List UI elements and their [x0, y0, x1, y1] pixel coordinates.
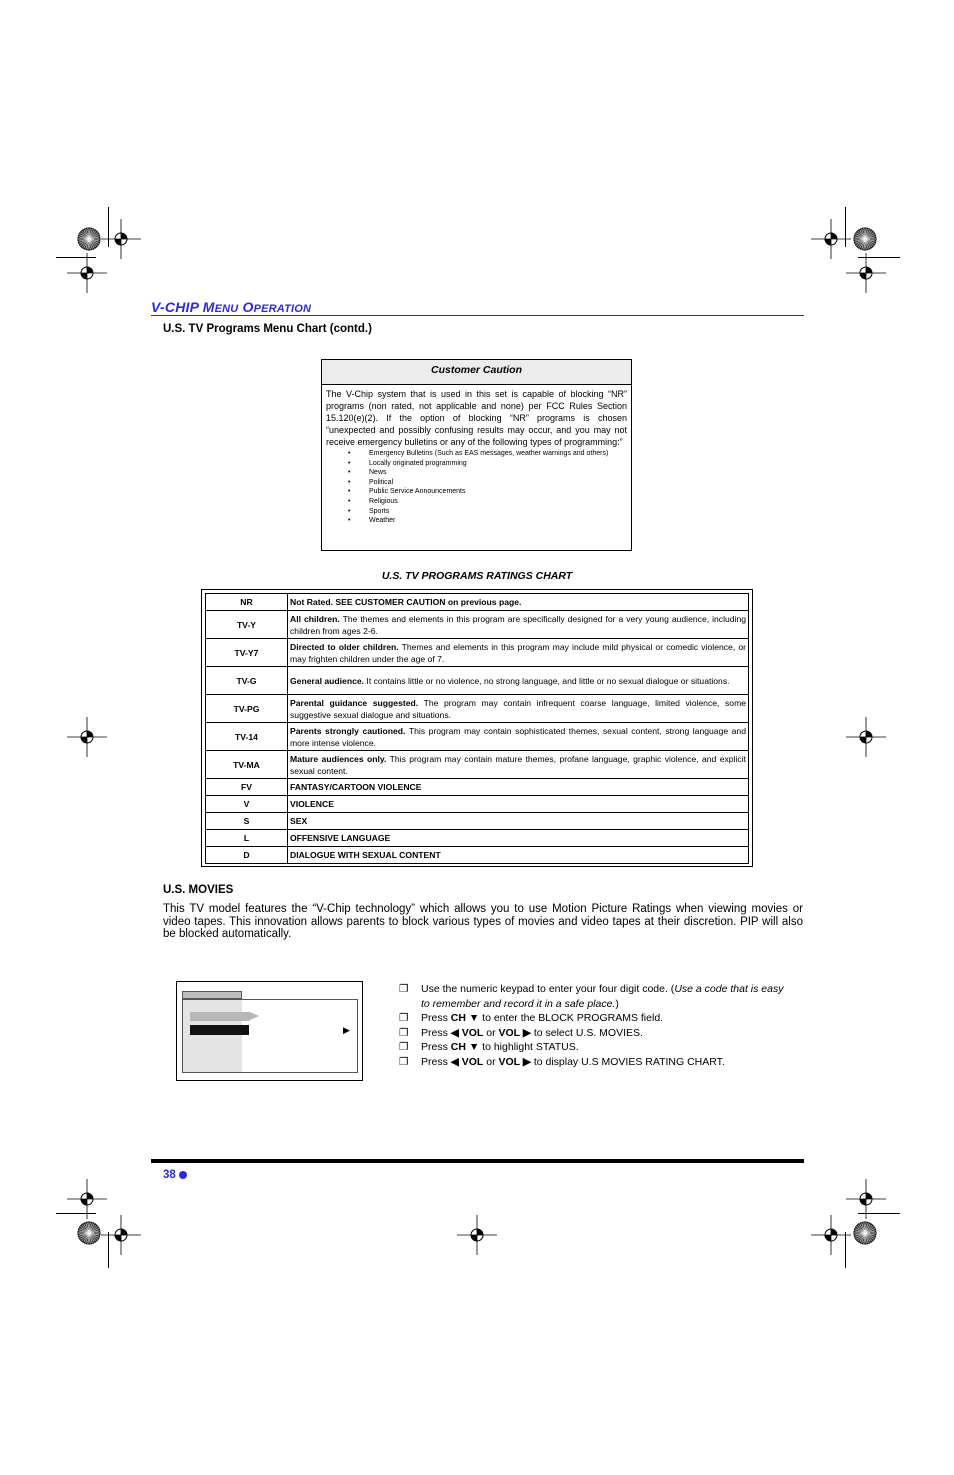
rating-description — [288, 695, 749, 723]
rating-description — [288, 847, 749, 864]
footer-rule — [151, 1159, 804, 1163]
crosshair-target-icon — [846, 253, 886, 293]
rating-row — [206, 779, 749, 796]
crosshair-target-icon — [101, 219, 141, 259]
rating-code: TV-14 — [206, 723, 288, 751]
rating-lead: VIOLENCE — [290, 799, 334, 809]
step-text: Press — [421, 1026, 451, 1039]
caution-item: • Political — [326, 478, 627, 488]
title-part: ENU — [214, 303, 239, 315]
checkbox-bullet-icon: ❐ — [399, 1041, 409, 1053]
rating-code: FV — [206, 779, 288, 796]
title-part: PERATION — [253, 303, 312, 315]
step-text: to enter the BLOCK PROGRAMS field. — [479, 1012, 664, 1024]
rating-description — [288, 611, 749, 639]
rating-description — [288, 723, 749, 751]
rating-text: Themes and elements in this program may include mild physical or comedic violence, or may frighten children under the age of 7. — [290, 641, 746, 664]
page-subheading: U.S. TV Programs Menu Chart (contd.) — [163, 323, 372, 335]
page-number: 38 — [163, 1169, 176, 1181]
rating-row — [206, 695, 749, 723]
checkbox-bullet-icon: ❐ — [399, 1055, 409, 1068]
rating-row — [206, 667, 749, 695]
starburst-circle-icon — [853, 1221, 877, 1245]
rating-text: The program may contain infrequent coarse language, limited violence, some suggestive sexual dialogue and situations. — [290, 697, 747, 720]
title-part: V-CHIP M — [151, 299, 215, 315]
header-rule — [151, 315, 804, 316]
movies-heading: U.S. MOVIES — [163, 884, 234, 896]
step-text: ◀ VOL — [450, 1055, 484, 1068]
step-text: CH — [450, 1041, 466, 1053]
checkbox-bullet-icon: ❐ — [399, 983, 409, 995]
crop-line — [56, 1213, 96, 1214]
step-text: ▼ — [465, 1012, 480, 1024]
rating-lead: Not Rated. SEE CUSTOMER CAUTION on previous page. — [290, 597, 522, 607]
instruction-steps — [399, 982, 785, 1069]
instruction-step — [399, 1026, 785, 1041]
step-text: VOL ▶ — [498, 1026, 531, 1039]
rating-description — [288, 751, 749, 779]
rating-lead: Parents strongly cautioned. — [290, 725, 406, 736]
rating-lead: Parental guidance suggested. — [290, 697, 419, 708]
step-text: ◀ VOL — [450, 1026, 484, 1039]
crop-line — [845, 207, 846, 247]
step-text: CH — [450, 1012, 466, 1024]
step-text: Press — [421, 1012, 451, 1024]
movies-paragraph: This TV model features the “V-Chip technology” which allows you to use Motion Picture Ratings when viewing movies or video tapes. This innovation allows parents to block various types of movies and video tapes at their discretion. PIP will also be blocked automatically. — [163, 903, 803, 940]
step-text: ▼ — [465, 1041, 480, 1053]
starburst-circle-icon — [853, 227, 877, 251]
rating-code: TV-PG — [206, 695, 288, 723]
menu-highlight-arrow — [190, 1012, 250, 1021]
starburst-circle-icon — [77, 227, 101, 251]
crop-line — [858, 257, 900, 258]
checkbox-bullet-icon: ❐ — [399, 1012, 409, 1024]
rating-description — [288, 639, 749, 667]
instruction-step — [399, 982, 785, 1011]
rating-lead: OFFENSIVE LANGUAGE — [290, 833, 391, 843]
rating-lead: Directed to older children. — [290, 641, 399, 652]
rating-code: D — [206, 847, 288, 864]
caution-item: • Weather — [326, 516, 627, 526]
page-dot-icon — [179, 1171, 187, 1179]
rating-lead: All children. — [290, 613, 340, 624]
rating-text: The themes and elements in this program are specifically designed for a very young audience, including children from ages 2-6. — [290, 613, 747, 636]
step-text: to select U.S. MOVIES. — [530, 1026, 643, 1039]
caution-item: • Public Service Announcements — [326, 487, 627, 497]
crop-line — [108, 207, 109, 247]
rating-row — [206, 639, 749, 667]
rating-lead: SEX — [290, 816, 308, 826]
caution-item: • Sports — [326, 507, 627, 517]
instruction-step — [399, 1040, 785, 1055]
menu-sidebar — [183, 1000, 242, 1072]
rating-description — [288, 779, 749, 796]
rating-description — [288, 667, 749, 695]
rating-code: NR — [206, 594, 288, 611]
caution-body — [322, 385, 631, 526]
caution-item: • News — [326, 468, 627, 478]
rating-description — [288, 796, 749, 813]
rating-row — [206, 813, 749, 830]
crop-line — [845, 1232, 846, 1268]
rating-row — [206, 796, 749, 813]
step-text: VOL ▶ — [498, 1055, 531, 1068]
step-text: Use a code that is easy to remember and record it in a safe place. — [421, 983, 784, 1010]
menu-tab — [182, 991, 242, 999]
crosshair-target-icon — [101, 1215, 141, 1255]
caution-item: • Locally originated programming — [326, 459, 627, 469]
ratings-chart-title: U.S. TV PROGRAMS RATINGS CHART — [381, 570, 573, 582]
step-text: Press — [421, 1041, 451, 1053]
rating-code: TV-Y7 — [206, 639, 288, 667]
rating-row — [206, 847, 749, 864]
rating-code: TV-G — [206, 667, 288, 695]
rating-text: This program may contain sophisticated themes, sexual content, strong language and more intense violence. — [290, 725, 746, 748]
step-text: to display U.S MOVIES RATING CHART. — [530, 1055, 725, 1068]
rating-code: L — [206, 830, 288, 847]
step-text: Press — [421, 1055, 451, 1068]
rating-row — [206, 594, 749, 611]
caution-list — [326, 449, 627, 526]
rating-code: V — [206, 796, 288, 813]
rating-row — [206, 723, 749, 751]
rating-lead: Mature audiences only. — [290, 753, 387, 764]
title-part: O — [238, 299, 254, 315]
instruction-step — [399, 1011, 785, 1026]
menu-selected-row — [190, 1025, 249, 1035]
checkbox-bullet-icon: ❐ — [399, 1026, 409, 1039]
rating-lead: DIALOGUE WITH SEXUAL CONTENT — [290, 850, 441, 860]
crosshair-target-icon — [67, 253, 107, 293]
rating-lead: FANTASY/CARTOON VIOLENCE — [290, 782, 422, 792]
crosshair-target-icon — [846, 717, 886, 757]
section-title — [151, 299, 311, 315]
caution-paragraph: The V-Chip system that is used in this set is capable of blocking “NR” programs (non rated, not applicable and none) per FCC Rules Section 15.120(e)(2). If the option of blocking “NR” programs is chosen “unexpected and possibly confusing results may occur, and you may not receive emergency bulletins or any of the following types of programming:” — [326, 389, 627, 447]
step-text: Use the numeric keypad to enter your four digit code. ( — [421, 983, 675, 995]
rating-code: S — [206, 813, 288, 830]
step-text: or — [483, 1026, 499, 1039]
crop-line — [858, 1213, 900, 1214]
ratings-chart — [201, 589, 753, 867]
crop-line — [108, 1232, 109, 1268]
crop-line — [56, 257, 96, 258]
caution-title: Customer Caution — [322, 360, 631, 385]
step-text: ) — [615, 997, 619, 1010]
rating-code: TV-Y — [206, 611, 288, 639]
rating-row — [206, 611, 749, 639]
step-text: or — [483, 1055, 499, 1068]
step-text: to highlight STATUS. — [479, 1041, 579, 1053]
instruction-step — [399, 1055, 785, 1070]
crosshair-target-icon — [457, 1215, 497, 1255]
rating-text: This program may contain mature themes, profane language, graphic violence, and explicit sexual content. — [290, 753, 746, 776]
caution-item: • Emergency Bulletins (Such as EAS messages, weather warnings and others) — [326, 449, 627, 459]
rating-code: TV-MA — [206, 751, 288, 779]
rating-row — [206, 830, 749, 847]
starburst-circle-icon — [77, 1221, 101, 1245]
rating-description — [288, 813, 749, 830]
rating-text: It contains little or no violence, no strong language, and little or no sexual dialogue or situations. — [364, 675, 730, 686]
customer-caution-box — [321, 359, 632, 551]
rating-row — [206, 751, 749, 779]
rating-lead: General audience. — [290, 675, 365, 686]
crosshair-target-icon — [67, 717, 107, 757]
rating-description — [288, 830, 749, 847]
triangle-right-icon: ▶ — [343, 1025, 350, 1035]
rating-description — [288, 594, 749, 611]
caution-item: • Religious — [326, 497, 627, 507]
